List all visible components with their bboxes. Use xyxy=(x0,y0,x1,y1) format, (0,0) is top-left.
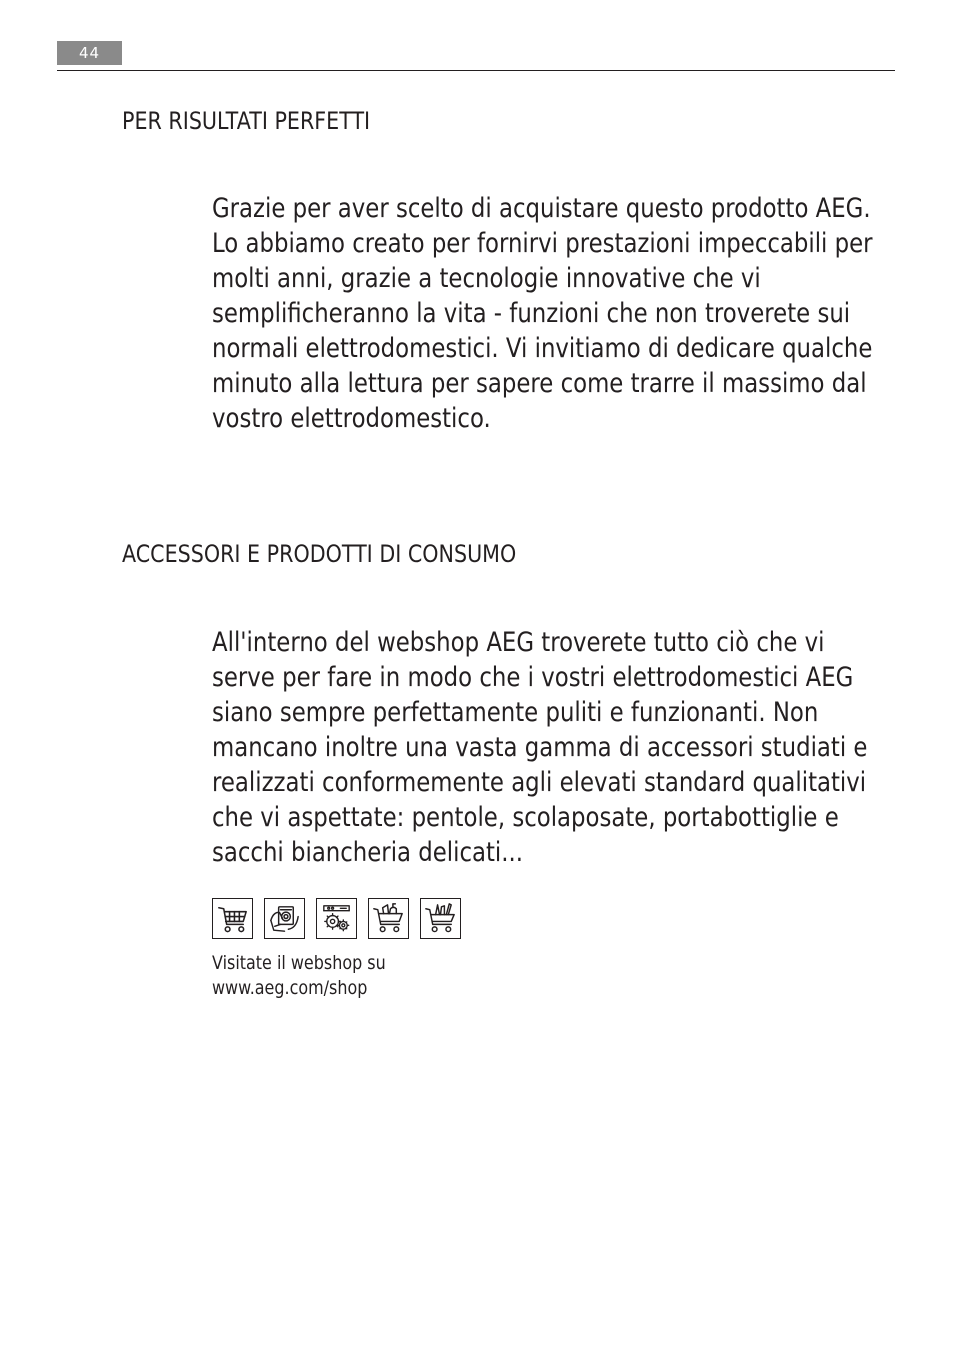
heading-accessori-prodotti: ACCESSORI E PRODOTTI DI CONSUMO xyxy=(122,540,517,568)
accessories-paragraph: All'interno del webshop AEG troverete tutto ciò che vi serve per fare in modo che i vostri elettrodomestici AEG siano sempre perfettamente puliti e funzionanti. Non mancano inoltre una vasta gamma di accessori studiati e realizzati conformemente agli elevati standard qualitativi che vi aspettate: pentole, scolaposate, portabottiglie e sacchi biancheria delicati... xyxy=(212,627,868,868)
page-number: 44 xyxy=(57,41,122,65)
shopping-cart-icon xyxy=(212,898,253,939)
webshop-url[interactable]: www.aeg.com/shop xyxy=(212,977,368,999)
cart-cleaning-products-icon xyxy=(368,898,409,939)
hands-appliance-icon xyxy=(264,898,305,939)
cart-accessories-icon xyxy=(420,898,461,939)
appliance-gears-icon xyxy=(316,898,357,939)
webshop-icon-row xyxy=(212,898,461,939)
heading-per-risultati-perfetti: PER RISULTATI PERFETTI xyxy=(122,107,371,135)
webshop-caption-line1: Visitate il webshop su xyxy=(212,952,386,974)
intro-paragraph: Grazie per aver scelto di acquistare questo prodotto AEG. Lo abbiamo creato per fornirvi prestazioni impeccabili per molti anni, grazie a tecnologie innovative che vi semplificheranno la vita - funzioni che non troverete sui normali elettrodomestici. Vi invitiamo di dedicare qualche minuto alla lettura per sapere come trarre il massimo dal vostro elettrodomestico. xyxy=(212,193,873,434)
webshop-caption xyxy=(212,951,386,1001)
header-rule xyxy=(57,70,895,71)
